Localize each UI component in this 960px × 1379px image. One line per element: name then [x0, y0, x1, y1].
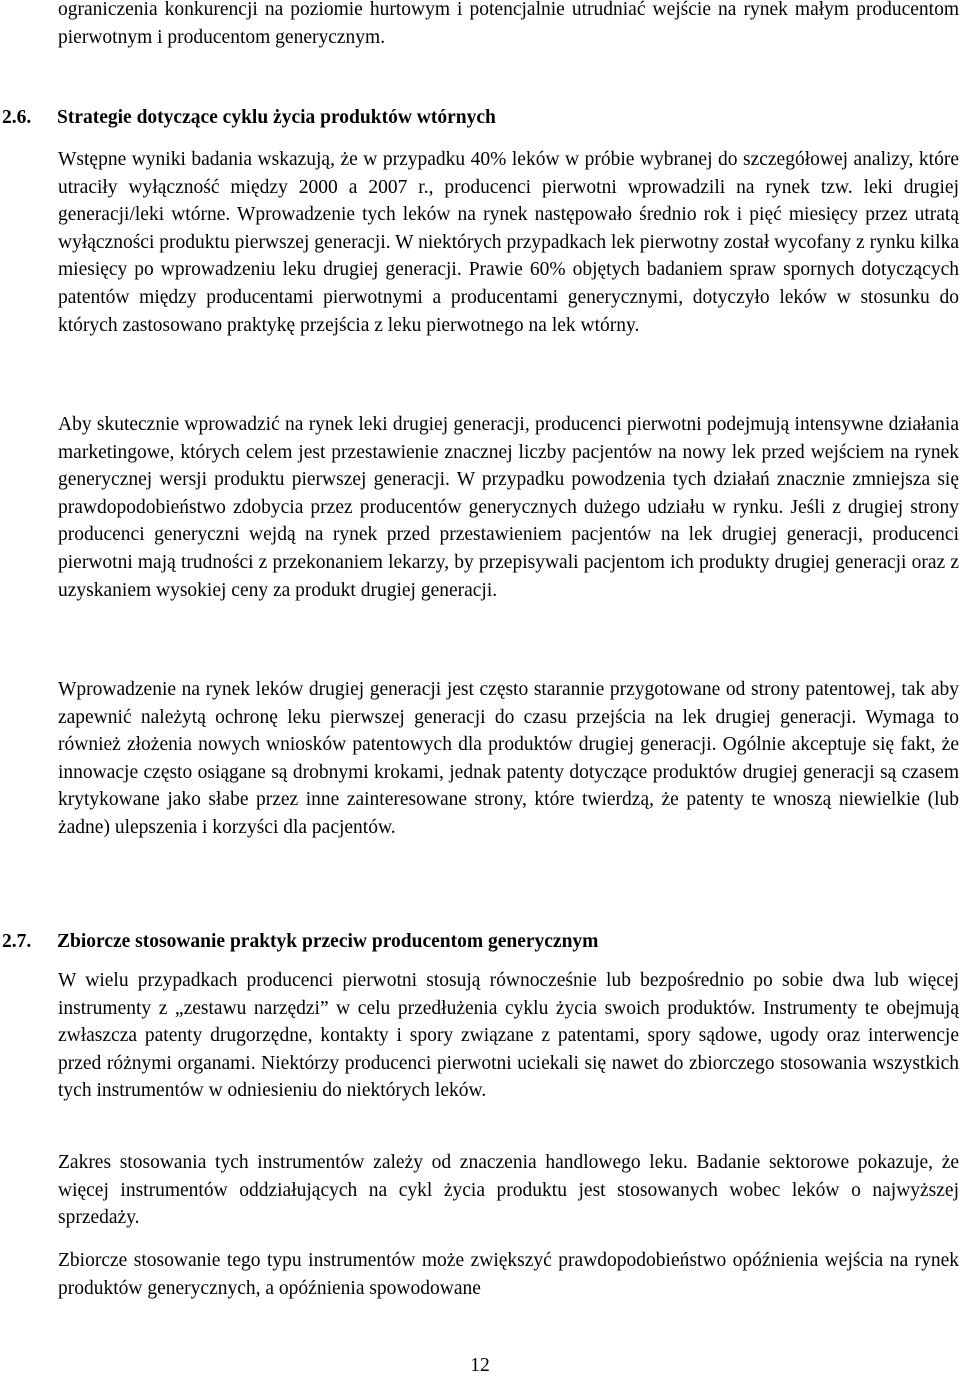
body-paragraph: W wielu przypadkach producenci pierwotni stosują równocześnie lub bezpośrednio po sobie dwa lub więcej instrumenty z „zestawu narzędzi” w celu przedłużenia cyklu życia swoich produktów. Instrumenty te obejmują zwłaszcza patenty drugorzędne, kontakty i spory związane z patentami, spory sądowe, ugody oraz interwencje przed różnymi organami. Niektórzy producenci pierwotni uciekali się nawet do zbiorczego stosowania wszystkich tych instrumentów w odniesieniu do niektórych leków.	[58, 970, 959, 1102]
body-paragraph: Wstępne wyniki badania wskazują, że w przypadku 40% leków w próbie wybranej do szczegółowej analizy, które utraciły wyłączność między 2000 a 2007 r., producenci pierwotni wprowadzili na rynek tzw. leki drugiej generacji/leki wtórne. Wprowadzenie tych leków na rynek następowało średnio rok i pięć miesięcy przez utratą wyłączności produktu pierwszej generacji. W niektórych przypadkach lek pierwotny został wycofany z rynku kilka miesięcy po wprowadzeniu leku drugiej generacji. Prawie 60% objętych badaniem spraw spornych dotyczących patentów między producentami pierwotnymi a producentami generycznymi, dotyczyło leków w stosunku do których zastosowano praktykę przejścia z leku pierwotnego na lek wtórny.	[58, 149, 959, 336]
body-paragraph: Zakres stosowania tych instrumentów zależy od znaczenia handlowego leku. Badanie sektorowe pokazuje, że więcej instrumentów oddziałujących na cykl życia produktu jest stosowanych wobec leków o najwyższej sprzedaży.	[58, 1152, 959, 1229]
section-title: Strategie dotyczące cyklu życia produktów wtórnych	[57, 107, 496, 128]
body-paragraph: Zbiorcze stosowanie tego typu instrumentów może zwiększyć prawdopodobieństwo opóźnienia wejścia na rynek produktów generycznych, a opóźnienia spowodowane	[58, 1250, 959, 1299]
intro-paragraph: ograniczenia konkurencji na poziomie hurtowym i potencjalnie utrudniać wejście na rynek małym producentom pierwotnym i producentom generycznym.	[58, 0, 959, 48]
body-paragraph: Aby skutecznie wprowadzić na rynek leki drugiej generacji, producenci pierwotni podejmują intensywne działania marketingowe, których celem jest przestawienie znacznej liczby pacjentów na nowy lek przed wejściem na rynek generycznej wersji produktu pierwszej generacji. W przypadku powodzenia tych działań znacznie zmniejsza się prawdopodobieństwo zdobycia przez producentów generycznych dużego udziału w rynku. Jeśli z drugiej strony producenci generyczni wejdą na rynek przed przestawieniem pacjentów na lek drugiej generacji, producenci pierwotni mają trudności z przekonaniem lekarzy, by przepisywali pacjentom ich produkty drugiej generacji oraz z uzyskaniem wysokiej ceny za produkt drugiej generacji.	[58, 414, 959, 601]
section-number: 2.7.	[2, 931, 32, 952]
section-number: 2.6.	[2, 107, 32, 128]
section-title: Zbiorcze stosowanie praktyk przeciw producentom generycznym	[57, 931, 599, 952]
body-paragraph: Wprowadzenie na rynek leków drugiej generacji jest często starannie przygotowane od strony patentowej, tak aby zapewnić należytą ochronę leku pierwszej generacji do czasu przejścia na lek drugiej generacji. Wymaga to również złożenia nowych wniosków patentowych dla produktów drugiej generacji. Ogólnie akceptuje się fakt, że innowacje często osiągane są drobnymi krokami, jednak patenty dotyczące produktów drugiej generacji są czasem krytykowane jako słabe przez inne zainteresowane strony, które twierdzą, że patenty te wnoszą niewielkie (lub żadne) ulepszenia i korzyści dla pacjentów.	[58, 679, 959, 838]
page-number: 12	[470, 1355, 490, 1376]
